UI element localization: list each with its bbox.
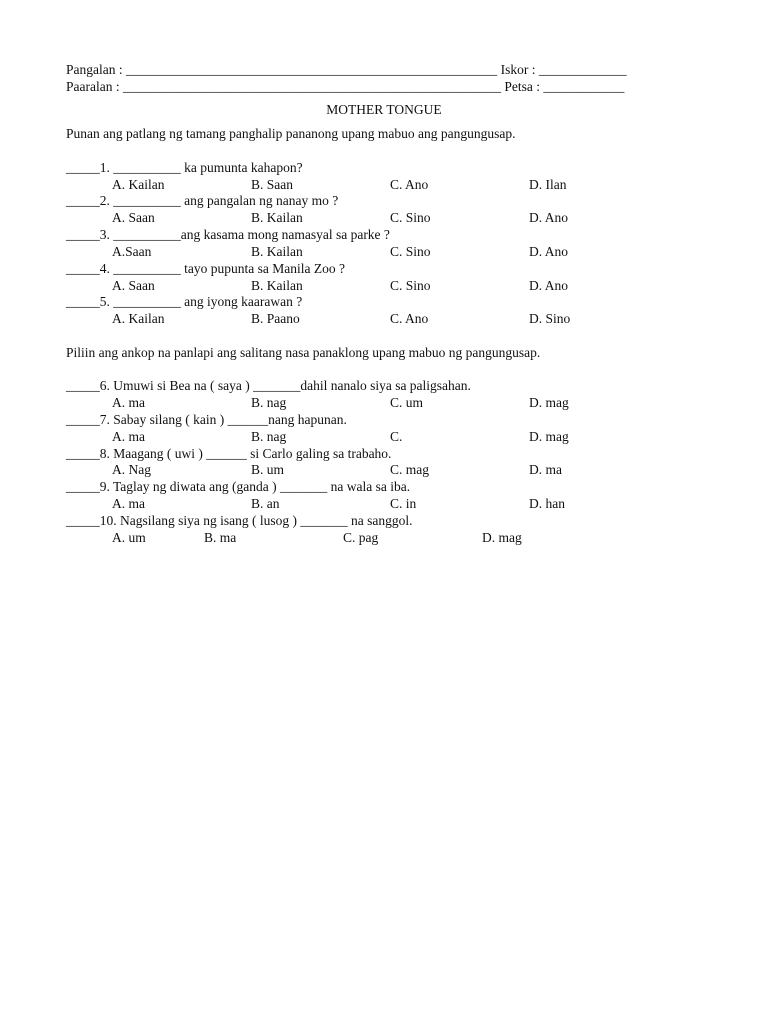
page-title: MOTHER TONGUE bbox=[326, 102, 442, 117]
q8-option-b: B. um bbox=[251, 462, 285, 477]
q3-option-a: A.Saan bbox=[112, 244, 152, 259]
q8-option-d: D. ma bbox=[529, 462, 562, 477]
q5-option-a: A. Kailan bbox=[112, 311, 165, 326]
question-3: _____3. __________ang kasama mong namasyal sa parke ? bbox=[66, 227, 390, 242]
question-7: _____7. Sabay silang ( kain ) ______nang hapunan. bbox=[66, 412, 347, 427]
q8-option-a: A. Nag bbox=[112, 462, 151, 477]
q7-option-c: C. bbox=[390, 429, 403, 444]
q6-option-b: B. nag bbox=[251, 395, 287, 410]
question-6: _____6. Umuwi si Bea na ( saya ) _______dahil nanalo siya sa paligsahan. bbox=[66, 378, 471, 393]
q1-option-b: B. Saan bbox=[251, 177, 293, 192]
q5-option-c: C. Ano bbox=[390, 311, 429, 326]
question-1: _____1. __________ ka pumunta kahapon? bbox=[66, 160, 303, 175]
section1-instruction: Punan ang patlang ng tamang panghalip pananong upang mabuo ang pangungusap. bbox=[66, 126, 516, 141]
q10-option-d: D. mag bbox=[482, 530, 522, 545]
q10-option-c: C. pag bbox=[343, 530, 379, 545]
q6-option-a: A. ma bbox=[112, 395, 145, 410]
name-score-line: Pangalan : _______________________________________________________ Iskor : _____________ bbox=[66, 62, 627, 77]
q5-option-d: D. Sino bbox=[529, 311, 571, 326]
q1-option-a: A. Kailan bbox=[112, 177, 165, 192]
q2-option-b: B. Kailan bbox=[251, 210, 303, 225]
question-8: _____8. Maagang ( uwi ) ______ si Carlo galing sa trabaho. bbox=[66, 446, 392, 461]
q6-option-d: D. mag bbox=[529, 395, 569, 410]
question-4: _____4. __________ tayo pupunta sa Manila Zoo ? bbox=[66, 261, 345, 276]
q4-option-b: B. Kailan bbox=[251, 278, 303, 293]
question-2: _____2. __________ ang pangalan ng nanay mo ? bbox=[66, 193, 339, 208]
q2-option-a: A. Saan bbox=[112, 210, 155, 225]
q7-option-b: B. nag bbox=[251, 429, 287, 444]
q9-option-d: D. han bbox=[529, 496, 565, 511]
q9-option-a: A. ma bbox=[112, 496, 145, 511]
q2-option-d: D. Ano bbox=[529, 210, 569, 225]
q1-option-c: C. Ano bbox=[390, 177, 429, 192]
q8-option-c: C. mag bbox=[390, 462, 429, 477]
q5-option-b: B. Paano bbox=[251, 311, 300, 326]
q9-option-b: B. an bbox=[251, 496, 280, 511]
q3-option-d: D. Ano bbox=[529, 244, 569, 259]
q4-option-a: A. Saan bbox=[112, 278, 155, 293]
q4-option-d: D. Ano bbox=[529, 278, 569, 293]
q2-option-c: C. Sino bbox=[390, 210, 431, 225]
q7-option-a: A. ma bbox=[112, 429, 145, 444]
question-10: _____10. Nagsilang siya ng isang ( lusog ) _______ na sanggol. bbox=[66, 513, 413, 528]
section2-instruction: Piliin ang ankop na panlapi ang salitang nasa panaklong upang mabuo ng pangungusap. bbox=[66, 345, 541, 360]
q3-option-b: B. Kailan bbox=[251, 244, 303, 259]
q3-option-c: C. Sino bbox=[390, 244, 431, 259]
q1-option-d: D. Ilan bbox=[529, 177, 567, 192]
q10-option-a: A. um bbox=[112, 530, 146, 545]
question-5: _____5. __________ ang iyong kaarawan ? bbox=[66, 294, 303, 309]
q4-option-c: C. Sino bbox=[390, 278, 431, 293]
q7-option-d: D. mag bbox=[529, 429, 569, 444]
school-date-line: Paaralan : ________________________________________________________ Petsa : ____________ bbox=[66, 79, 625, 94]
q9-option-c: C. in bbox=[390, 496, 417, 511]
q10-option-b: B. ma bbox=[204, 530, 237, 545]
q6-option-c: C. um bbox=[390, 395, 424, 410]
question-9: _____9. Taglay ng diwata ang (ganda ) _______ na wala sa iba. bbox=[66, 479, 411, 494]
